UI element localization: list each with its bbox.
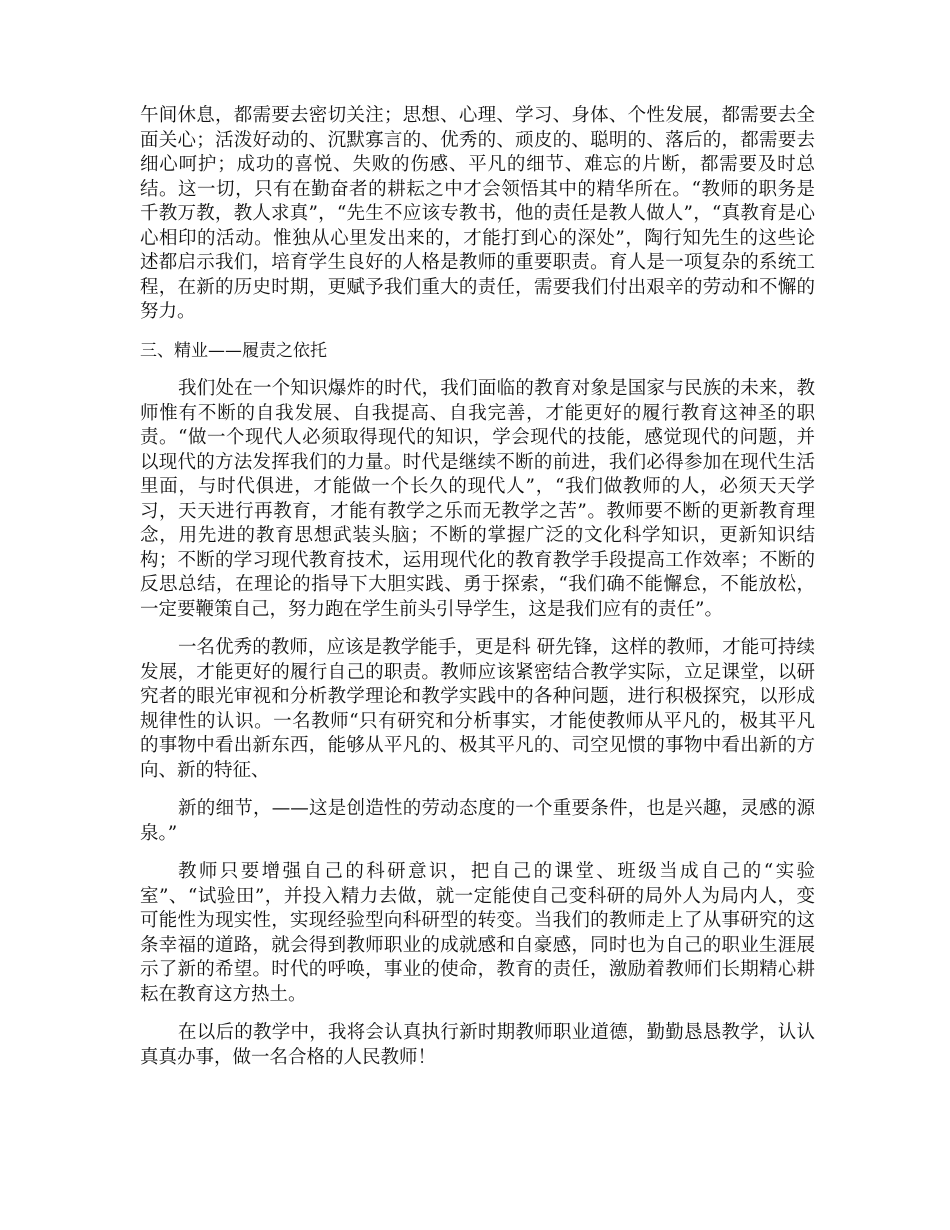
paragraph-research-teacher: 一名优秀的教师，应该是教学能手，更是科 研先锋，这样的教师，才能可持续发展，才能更好的履行自己的职责。教师应该紧密结合教学实际，立足课堂，以研究者的眼光审视和分析教学理论和教学实践中的各种问题，进行积极探究，以形成规律性的认识。一名教师“只有研究和分析事实，才能使教师从平凡的，极其平凡的事物中看出新东西，能够从平凡的、极其平凡的、司空见惯的事物中看出新的方向、新的特征、: [140, 637, 815, 781]
paragraph-knowledge-era: 我们处在一个知识爆炸的时代，我们面临的教育对象是国家与民族的未来，教师惟有不断的自我发展、自我提高、自我完善，才能更好的履行教育这神圣的职责。“做一个现代人必须取得现代的知识，学会现代的技能，感觉现代的问题，并以现代的方法发挥我们的力量。时代是继续不断的前进，我们必得参加在现代生活里面，与时代俱进，才能做一个长久的现代人”，“我们做教师的人，必须天天学习，天天进行再教育，才能有教学之乐而无教学之苦”。教师要不断的更新教育理念，用先进的教育思想武装头脑；不断的掌握广泛的文化科学知识，更新知识结构；不断的学习现代教育技术，运用现代化的教育教学手段提高工作效率；不断的反思总结，在理论的指导下大胆实践、勇于探索，“我们确不能懈怠，不能放松，一定要鞭策自己，努力跑在学生前头引导学生，这是我们应有的责任”。: [140, 378, 815, 620]
paragraph-new-details: 新的细节，——这是创造性的劳动态度的一个重要条件，也是兴趣，灵感的源泉。”: [140, 798, 815, 844]
section-heading-jingye: 三、精业——履责之依托: [140, 340, 327, 361]
paragraph-research-awareness: 教师只要增强自己的科研意识，把自己的课堂、班级当成自己的“实验室”、“试验田”，并投入精力去做，就一定能使自己变科研的局外人为局内人，变可能性为现实性，实现经验型向科研型的转变。当我们的教师走上了从事研究的这条幸福的道路，就会得到教师职业的成就感和自豪感，同时也为自己的职业生涯展示了新的希望。时代的呼唤，事业的使命，教育的责任，激励着教师们长期精心耕耘在教育这方热土。: [140, 861, 815, 1005]
document-body: [140, 104, 815, 1084]
paragraph-care: 午间休息，都需要去密切关注；思想、心理、学习、身体、个性发展，都需要去全面关心；活泼好动的、沉默寡言的、优秀的、顽皮的、聪明的、落后的，都需要去细心呵护；成功的喜悦、失败的伤感、平凡的细节、难忘的片断，都需要及时总结。这一切，只有在勤奋者的耕耘之中才会领悟其中的精华所在。“教师的职务是千教万教，教人求真”，“先生不应该专教书，他的责任是教人做人”，“真教育是心心相印的活动。惟独从心里发出来的，才能打到心的深处”，陶行知先生的这些论述都启示我们，培育学生良好的人格是教师的重要职责。育人是一项复杂的系统工程，在新的历史时期，更赋予我们重大的责任，需要我们付出艰辛的劳动和不懈的努力。: [140, 105, 815, 322]
paragraph-conclusion: 在以后的教学中，我将会认真执行新时期教师职业道德，勤勤恳恳教学，认认真真办事，做一名合格的人民教师！: [140, 1022, 815, 1068]
